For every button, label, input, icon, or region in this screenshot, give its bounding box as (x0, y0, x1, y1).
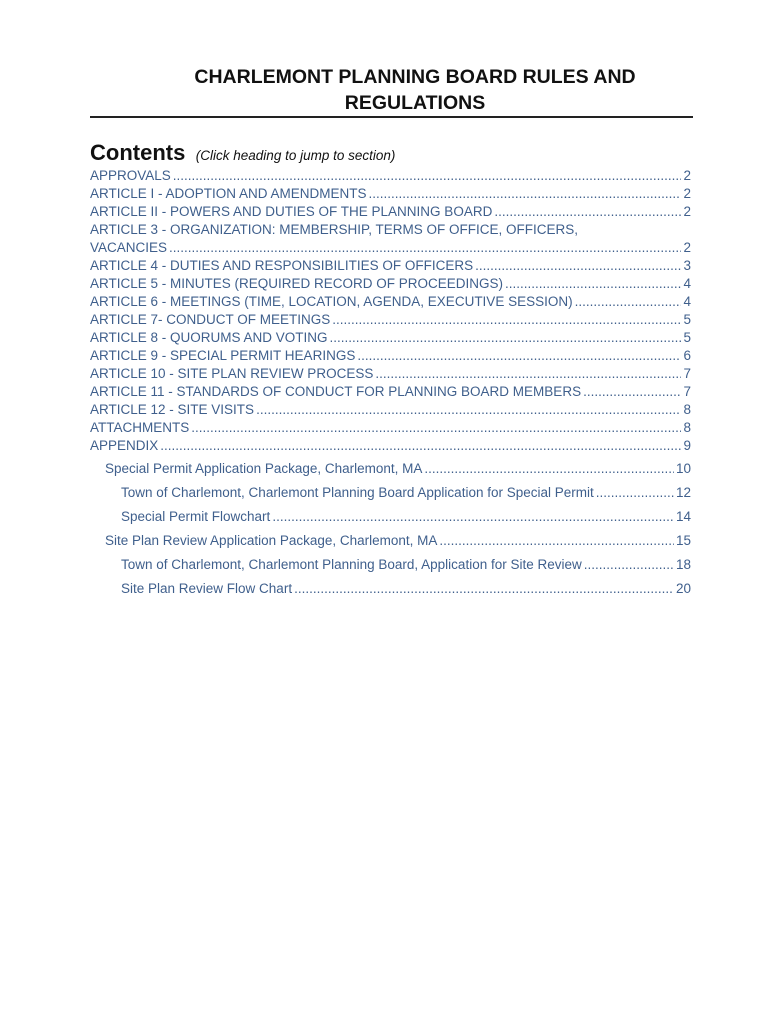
toc-page: 7 (683, 384, 691, 399)
toc-label: ARTICLE I - ADOPTION AND AMENDMENTS (90, 186, 367, 201)
toc-label: ARTICLE 5 - MINUTES (REQUIRED RECORD OF PROCEEDINGS) (90, 276, 504, 291)
toc-page: 8 (683, 402, 691, 417)
toc-page: 3 (683, 258, 691, 273)
document-title (150, 64, 680, 116)
contents-note: (Click heading to jump to section) (195, 148, 396, 163)
toc-link-special-permit-application[interactable] (90, 481, 691, 505)
toc-label: Site Plan Review Application Package, Charlemont, MA (105, 533, 438, 548)
toc-link-site-plan-package[interactable] (90, 529, 691, 553)
toc-page: 2 (683, 168, 691, 183)
toc-link-article-1[interactable] (90, 185, 691, 203)
toc-link-article-6[interactable] (90, 293, 691, 311)
toc-page: 2 (683, 204, 691, 219)
contents-header (90, 140, 395, 166)
toc-link-article-2[interactable] (90, 203, 691, 221)
toc-page: 4 (683, 276, 691, 291)
toc-leader (494, 203, 681, 221)
toc-label: Special Permit Flowchart (121, 509, 271, 524)
toc-leader (369, 185, 682, 203)
toc-page: 18 (675, 557, 691, 572)
toc-leader (583, 383, 681, 401)
toc-label: APPENDIX (90, 438, 159, 453)
toc-link-article-5[interactable] (90, 275, 691, 293)
contents-heading: Contents (90, 140, 186, 165)
toc-page: 8 (683, 420, 691, 435)
toc-label: VACANCIES (90, 240, 168, 255)
toc-leader (169, 239, 681, 257)
toc-leader (173, 167, 682, 185)
toc-leader (256, 401, 681, 419)
table-of-contents (90, 167, 691, 601)
toc-label: ARTICLE 9 - SPECIAL PERMIT HEARINGS (90, 348, 356, 363)
toc-label: ARTICLE 4 - DUTIES AND RESPONSIBILITIES OF OFFICERS (90, 258, 474, 273)
toc-leader (357, 347, 681, 365)
toc-link-article-7[interactable] (90, 311, 691, 329)
toc-label: ARTICLE 8 - QUORUMS AND VOTING (90, 330, 328, 345)
toc-leader (294, 577, 674, 601)
toc-page: 6 (683, 348, 691, 363)
toc-label: ATTACHMENTS (90, 420, 190, 435)
toc-label: Special Permit Application Package, Charlemont, MA (105, 461, 423, 476)
toc-link-site-plan-flow-chart[interactable] (90, 577, 691, 601)
toc-leader (272, 505, 674, 529)
toc-leader (596, 481, 674, 505)
toc-label: ARTICLE 10 - SITE PLAN REVIEW PROCESS (90, 366, 374, 381)
toc-label: ARTICLE 12 - SITE VISITS (90, 402, 255, 417)
toc-label: Town of Charlemont, Charlemont Planning Board Application for Special Permit (121, 485, 594, 500)
toc-leader (439, 529, 674, 553)
toc-link-approvals[interactable] (90, 167, 691, 185)
document-title-line1: CHARLEMONT PLANNING BOARD RULES AND (194, 66, 636, 88)
toc-label: Town of Charlemont, Charlemont Planning Board, Application for Site Review (121, 557, 582, 572)
toc-leader (191, 419, 681, 437)
title-divider (90, 116, 693, 118)
toc-label: ARTICLE 11 - STANDARDS OF CONDUCT FOR PLANNING BOARD MEMBERS (90, 384, 582, 399)
toc-page: 14 (675, 509, 691, 524)
toc-page: 20 (675, 581, 691, 596)
toc-link-special-permit-package[interactable] (90, 457, 691, 481)
toc-link-article-10[interactable] (90, 365, 691, 383)
toc-leader (584, 553, 674, 577)
toc-label: ARTICLE 6 - MEETINGS (TIME, LOCATION, AGENDA, EXECUTIVE SESSION) (90, 294, 573, 309)
toc-link-site-review-application[interactable] (90, 553, 691, 577)
toc-page: 10 (675, 461, 691, 476)
toc-leader (330, 329, 682, 347)
toc-label: ARTICLE 3 - ORGANIZATION: MEMBERSHIP, TERMS OF OFFICE, OFFICERS, (90, 222, 579, 237)
toc-label: ARTICLE II - POWERS AND DUTIES OF THE PLANNING BOARD (90, 204, 493, 219)
toc-page: 4 (683, 294, 691, 309)
toc-page: 5 (683, 330, 691, 345)
toc-page: 12 (675, 485, 691, 500)
toc-link-special-permit-flowchart[interactable] (90, 505, 691, 529)
toc-leader (575, 293, 682, 311)
toc-link-article-8[interactable] (90, 329, 691, 347)
toc-link-attachments[interactable] (90, 419, 691, 437)
toc-link-article-12[interactable] (90, 401, 691, 419)
toc-leader (475, 257, 681, 275)
toc-leader (424, 457, 674, 481)
toc-label: Site Plan Review Flow Chart (121, 581, 293, 596)
toc-page: 2 (683, 186, 691, 201)
toc-leader (375, 365, 681, 383)
toc-link-article-11[interactable] (90, 383, 691, 401)
toc-page: 2 (683, 240, 691, 255)
toc-page: 9 (683, 438, 691, 453)
document-title-line2: REGULATIONS (344, 92, 486, 114)
toc-label: APPROVALS (90, 168, 171, 183)
toc-link-article-9[interactable] (90, 347, 691, 365)
toc-leader (160, 437, 681, 455)
toc-label: ARTICLE 7- CONDUCT OF MEETINGS (90, 312, 331, 327)
toc-leader (505, 275, 681, 293)
toc-page: 7 (683, 366, 691, 381)
toc-link-article-3[interactable] (90, 221, 691, 257)
toc-page: 15 (675, 533, 691, 548)
toc-link-appendix[interactable] (90, 437, 691, 455)
toc-page: 5 (683, 312, 691, 327)
toc-link-article-4[interactable] (90, 257, 691, 275)
toc-leader (332, 311, 681, 329)
toc-link-article-3-continued (90, 239, 691, 257)
